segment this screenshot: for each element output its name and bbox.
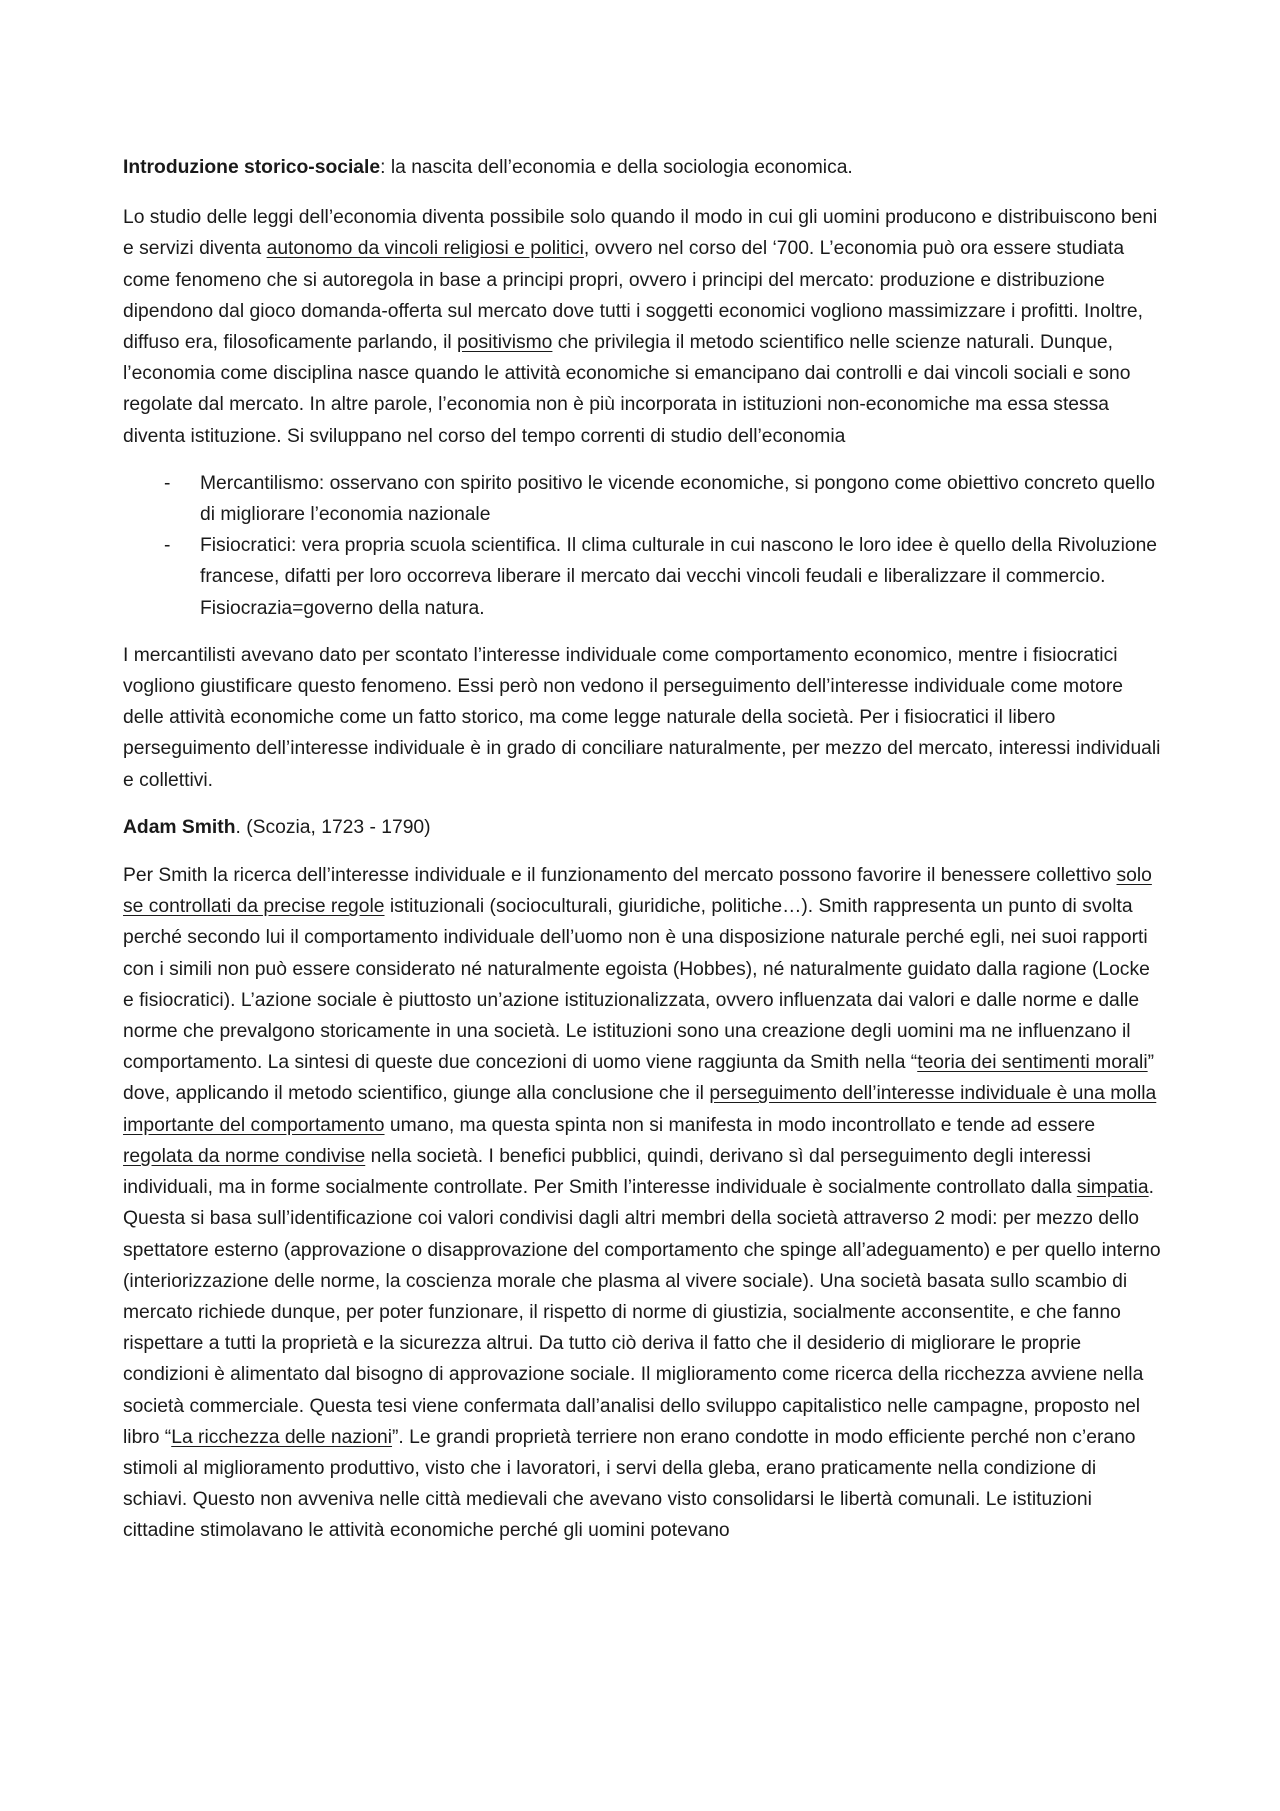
dash-bullet: - — [164, 472, 171, 494]
list-item-fisiocratici — [123, 530, 1162, 624]
p3-text-5: nella società. I benefici pubblici, quindi, derivano sì dal perseguimento degli interessi individuali, ma in forme socialmente controllate. Per Smith l’interesse individuale è socialmente controllato dalla — [123, 1145, 1091, 1199]
intro-heading-bold: Introduzione storico-sociale — [123, 157, 381, 178]
paragraph-intro — [123, 202, 1162, 452]
p3-text-2: istituzionali (socioculturali, giuridiche, politiche…). Smith rappresenta un punto di svolta perché secondo lui il comportamento individuale dell’uomo non è una disposizione naturale perché egli, nei suoi rapporti con i simili non può essere considerato né naturalmente egoista (Hobbes), né naturalmente guidato dalla ragione (Locke e fisiocratici). L’azione sociale è piuttosto un’azione istituzionalizzata, ovvero influenzata dai valori e dalle norme e dalle norme che prevalgono storicamente in una società. Le istituzioni sono una creazione degli uomini ma ne influenzano il comportamento. La sintesi di queste due concezioni di uomo viene raggiunta da Smith nella “ — [123, 896, 1150, 1074]
paragraph-smith — [123, 860, 1162, 1546]
adam-smith-heading — [123, 812, 1162, 843]
p1-underline-positivismo: positivismo — [457, 332, 553, 354]
dash-bullet: - — [164, 535, 171, 557]
adam-smith-name: Adam Smith — [123, 816, 236, 838]
p3-underline-regole: solo se controllati da precise regole — [123, 865, 1152, 918]
p1-text-1: Lo studio delle leggi dell’economia diventa possibile solo quando il modo in cui gli uomini producono e distribuiscono beni e servizi diventa — [123, 207, 1158, 260]
paragraph-mercantilisti: I mercantilisti avevano dato per scontato l’interesse individuale come comportamento economico, mentre i fisiocratici vogliono giustificare questo fenomeno. Essi però non vedono il perseguimento dell’interesse individuale come motore delle attività economiche come un fatto storico, ma come legge naturale della società. Per i fisiocratici il libero perseguimento dell’interesse individuale è in grado di conciliare naturalmente, per mezzo del mercato, interessi individuali e collettivi. — [123, 644, 1161, 791]
intro-heading — [123, 152, 1162, 183]
list-item-mercantilismo — [123, 468, 1162, 530]
list-item-text: Fisiocratici: vera propria scuola scientifica. Il clima culturale in cui nascono le loro idee è quello della Rivoluzione francese, difatti per loro occorreva liberare il mercato dai vecchi vincoli feudali e liberalizzare il commercio. Fisiocrazia=governo della natura. — [200, 535, 1158, 619]
p1-text-2: , ovvero nel corso del ‘700. L’economia può ora essere studiata come fenomeno che si autoregola in base a principi propri, ovvero i principi del mercato: produzione e distribuzione dipendono dal gioco domanda-offerta sul mercato dove tutti i soggetti economici vogliono massimizzare i profitti. Inoltre, diffuso era, filosoficamente parlando, il — [123, 238, 1143, 354]
p3-underline-perseguimento: perseguimento dell’interesse individuale è una molla importante del comportamento — [123, 1083, 1157, 1136]
intro-heading-rest: : la nascita dell’economia e della sociologia economica. — [380, 157, 853, 178]
p3-underline-norme: regolata da norme condivise — [123, 1145, 366, 1167]
p3-text-6: . Questa si basa sull’identificazione coi valori condivisi dagli altri membri della società attraverso 2 modi: per mezzo dello spettatore esterno (approvazione o disapprovazione del comportamento che spinge all’adeguamento) e per quello interno (interiorizzazione delle norme, la coscienza morale che plasma al vivere sociale). Una società basata sullo scambio di mercato richiede dunque, per poter funzionare, il rispetto di norme di giustizia, socialmente acconsentite, e che fanno rispettare a tutti la proprietà e la sicurezza altrui. Da tutto ciò deriva il fatto che il desiderio di migliorare le proprie condizioni è alimentato dal bisogno di approvazione sociale. Il miglioramento come ricerca della ricchezza avviene nella società commerciale. Questa tesi viene confermata dall’analisi dello sviluppo capitalistico nelle campagne, proposto nel libro “ — [123, 1177, 1161, 1448]
p3-text-3: ” dove, applicando il metodo scientifico, giunge alla conclusione che il — [123, 1052, 1155, 1105]
p3-text-4: umano, ma questa spinta non si manifesta in modo incontrollato e tende ad essere — [384, 1114, 1096, 1136]
list-item-text: Mercantilismo: osservano con spirito positivo le vicende economiche, si pongono come obiettivo concreto quello di migliorare l’economia nazionale — [200, 472, 1155, 526]
p3-underline-simpatia: simpatia — [1076, 1177, 1149, 1199]
p3-text-1: Per Smith la ricerca dell’interesse individuale e il funzionamento del mercato possono favorire il benessere collettivo — [123, 865, 1117, 887]
p3-underline-ricchezza: La ricchezza delle nazioni — [171, 1426, 393, 1448]
p3-text-7: ”. Le grandi proprietà terriere non erano condotte in modo efficiente perché non c’erano stimoli al miglioramento produttivo, visto che i lavoratori, i servi della gleba, erano praticamente nella condizione di schiavi. Questo non avveniva nelle città medievali che avevano visto consolidarsi le libertà comunali. Le istituzioni cittadine stimolavano le attività economiche perché gli uomini potevano — [123, 1426, 1136, 1542]
p3-underline-teoria: teoria dei sentimenti morali — [917, 1052, 1148, 1074]
p1-text-3: che privilegia il metodo scientifico nelle scienze naturali. Dunque, l’economia come disciplina nasce quando le attività economiche si emancipano dai controlli e dai vincoli sociali e sono regolate dal mercato. In altre parole, l’economia non è più incorporata in istituzioni non-economiche ma essa stessa diventa istituzione. Si sviluppano nel corso del tempo correnti di studio dell’economia — [123, 332, 1131, 447]
schools-list — [123, 468, 1162, 624]
p1-underline-autonomo: autonomo da vincoli religiosi e politici — [266, 238, 584, 260]
adam-smith-dates: . (Scozia, 1723 - 1790) — [235, 816, 431, 838]
